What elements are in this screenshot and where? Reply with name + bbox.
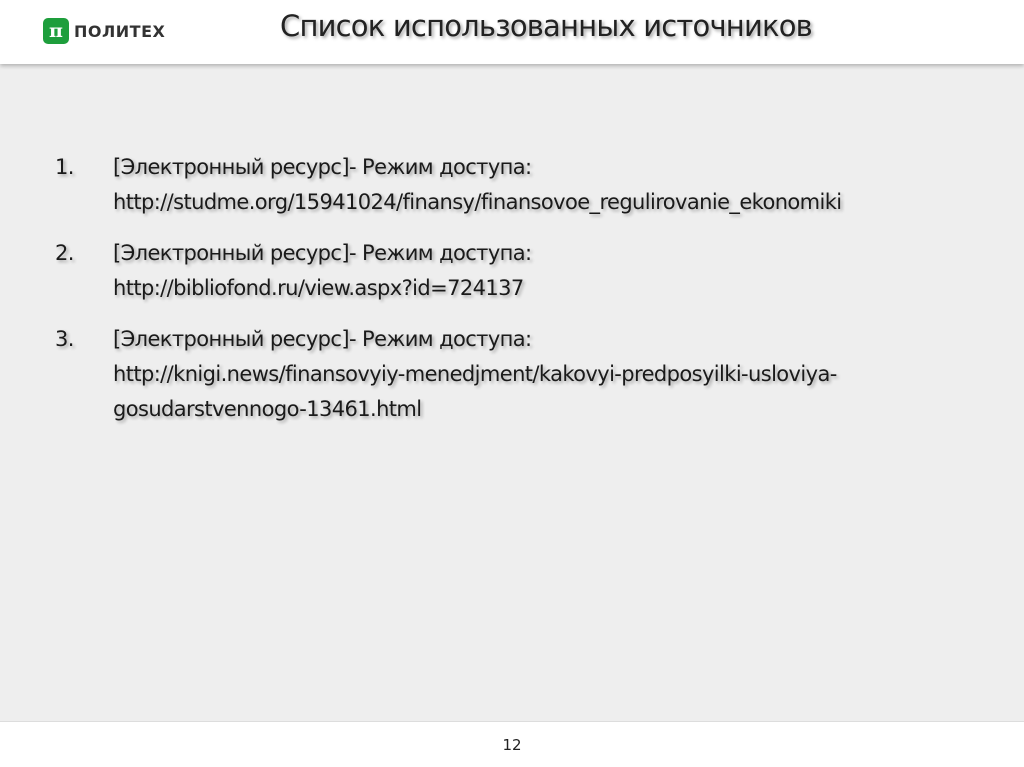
source-url: http://knigi.news/finansovyiy-menedjment/kakovyi-predposyilki-usloviya- <box>113 362 837 386</box>
source-item <box>55 236 995 306</box>
logo-text: ПОЛИТЕХ <box>74 21 166 41</box>
politech-logo <box>43 17 165 45</box>
source-type: [Электронный ресурс]- Режим доступа: <box>113 155 532 179</box>
source-number: 1. <box>55 155 74 179</box>
source-url-continued: gosudarstvennogo-13461.html <box>113 397 422 421</box>
source-url: http://studme.org/15941024/finansy/finansovoe_regulirovanie_ekonomiki <box>113 190 842 214</box>
sources-list <box>55 150 995 443</box>
slide-footer <box>0 722 1024 767</box>
slide-content <box>0 64 1024 722</box>
source-item <box>55 322 995 427</box>
source-item <box>55 150 995 220</box>
source-url: http://bibliofond.ru/view.aspx?id=724137 <box>113 276 524 300</box>
source-type: [Электронный ресурс]- Режим доступа: <box>113 327 532 351</box>
slide-header <box>0 0 1024 64</box>
logo-mark-icon: п <box>43 18 69 44</box>
page-number: 12 <box>502 736 522 754</box>
source-type: [Электронный ресурс]- Режим доступа: <box>113 241 532 265</box>
source-number: 3. <box>55 327 74 351</box>
source-number: 2. <box>55 241 74 265</box>
slide-title: Список использованных источников <box>280 9 812 43</box>
